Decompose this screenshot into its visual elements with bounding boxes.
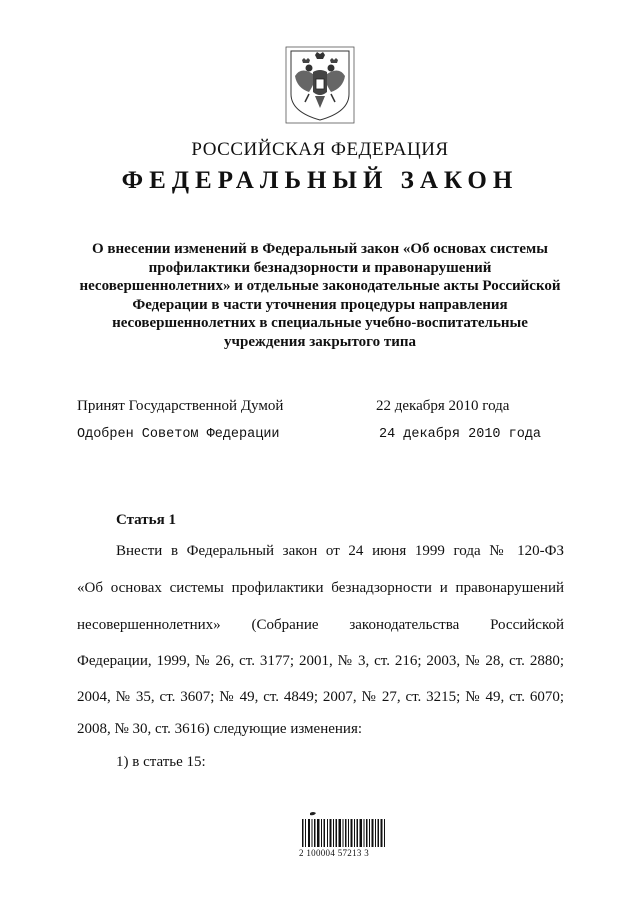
article-text-line: Федерации, 1999, № 26, ст. 3177; 2001, № 3, ст. 216; 2003, № 28, ст. 2880;	[77, 653, 564, 669]
title-line: учреждения закрытого типа	[224, 333, 416, 350]
duma-adoption-label: Принят Государственной Думой	[77, 398, 284, 414]
council-approval-label: Одобрен Советом Федерации	[77, 427, 280, 442]
barcode-image	[300, 811, 390, 851]
council-approval-date: 24 декабря 2010 года	[379, 427, 542, 442]
article-heading: Статья 1	[116, 512, 176, 528]
country-name: РОССИЙСКАЯ ФЕДЕРАЦИЯ	[191, 139, 449, 160]
title-line: несовершеннолетних» и отдельные законодательные акты Российской	[79, 278, 561, 294]
duma-adoption-date: 22 декабря 2010 года	[376, 398, 510, 414]
title-line: Федерации в части уточнения процедуры направления	[132, 296, 508, 313]
title-line: несовершеннолетних в специальные учебно-воспитательные	[112, 315, 528, 331]
list-item-1: 1) в статье 15:	[116, 754, 206, 770]
document-type: ФЕДЕРАЛЬНЫЙ ЗАКОН	[121, 167, 519, 194]
article-text-line: 2008, № 30, ст. 3616) следующие изменения:	[77, 721, 363, 737]
article-text-line: несовершеннолетних» (Собрание законодательства Российской	[77, 617, 564, 633]
article-text-line: 2004, № 35, ст. 3607; № 49, ст. 4849; 2007, № 27, ст. 3215; № 49, ст. 6070;	[77, 689, 564, 705]
title-line: профилактики безнадзорности и правонарушений	[148, 259, 492, 276]
title-line: О внесении изменений в Федеральный закон «Об основах системы	[92, 241, 548, 257]
article-text-line: Внести в Федеральный закон от 24 июня 1999 года № 120-ФЗ	[116, 543, 564, 559]
barcode-number: 2 100004 57213 3	[299, 848, 370, 858]
coat-of-arms-emblem	[285, 46, 355, 124]
law-title	[60, 240, 580, 351]
article-text-line: «Об основах системы профилактики безнадзорности и правонарушений	[77, 580, 564, 596]
